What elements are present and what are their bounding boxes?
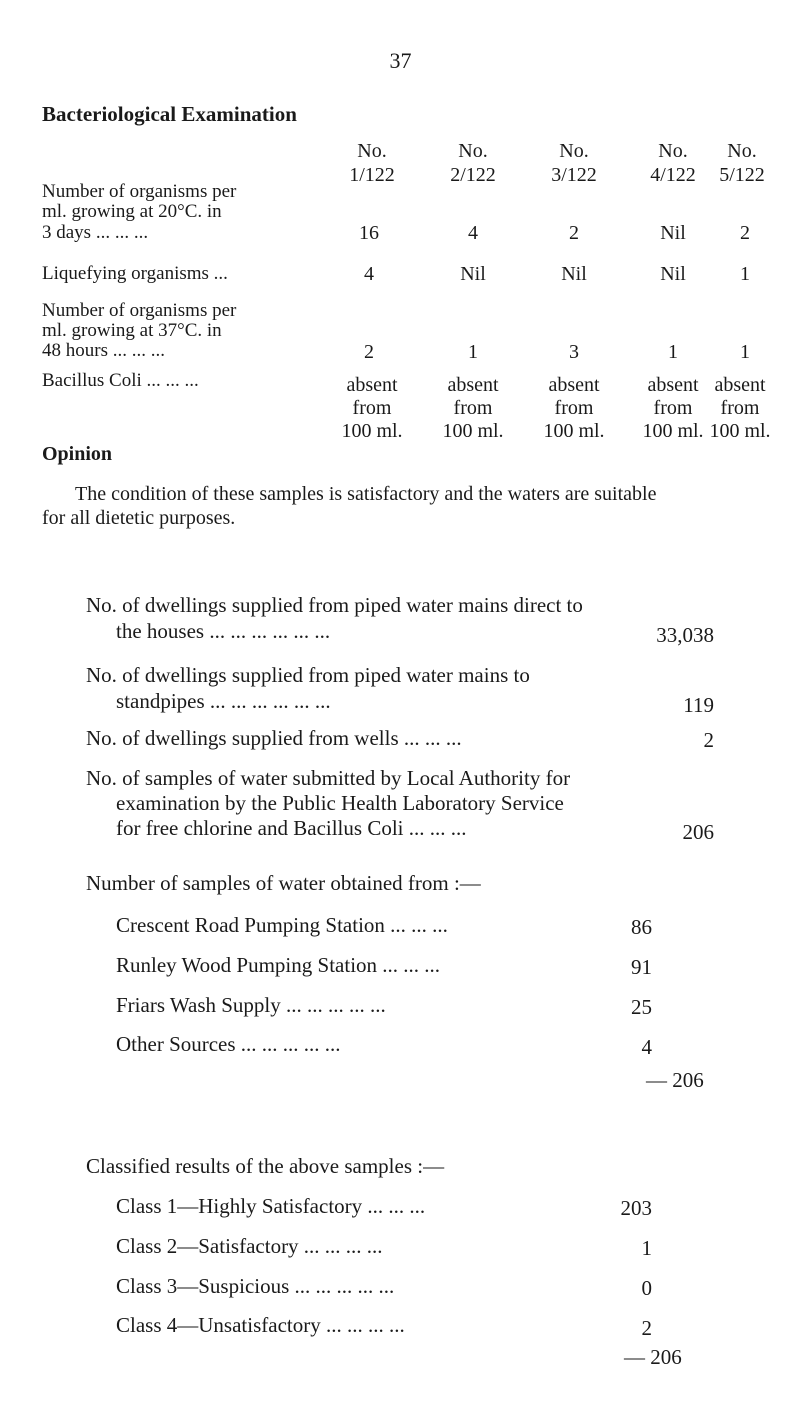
row-label: 48 hours ... ... ... [42,340,165,361]
row-label: ml. growing at 20°C. in [42,201,222,222]
table-cell: absent [447,374,499,396]
table-cell: 100 ml. [442,420,504,442]
sample-header-no: No. [458,140,488,162]
sample-header-no: No. [658,140,688,162]
sources-total: — 206 [646,1068,704,1092]
table-cell: Nil [660,222,686,244]
table-cell: from [352,397,392,419]
table-cell: 3 [569,341,579,363]
sample-header-no: No. [727,140,757,162]
source-value: 86 [631,915,652,939]
bacteriological-heading: Bacteriological Examination [42,102,297,126]
table-cell: 4 [364,263,374,285]
supply-text: examination by the Public Health Laboratory Service [116,791,564,815]
class-label: Class 3—Suspicious ... ... ... ... ... [116,1274,395,1298]
table-cell: absent [647,374,699,396]
sample-header-id: 5/122 [719,164,765,186]
classes-heading: Classified results of the above samples :— [86,1154,445,1178]
row-label: ml. growing at 37°C. in [42,320,222,341]
supply-value: 119 [683,693,714,717]
class-label: Class 1—Highly Satisfactory ... ... ... [116,1194,426,1218]
table-cell: 100 ml. [543,420,605,442]
source-value: 25 [631,995,652,1019]
source-value: 4 [641,1035,652,1059]
table-cell: 2 [569,222,579,244]
table-cell: from [453,397,493,419]
table-cell: 2 [364,341,374,363]
supply-value: 2 [703,728,714,752]
opinion-text: The condition of these samples is satisfactory and the waters are suitable [75,483,657,505]
supply-text: No. of dwellings supplied from piped water mains direct to [86,593,583,617]
sample-header-no: No. [357,140,387,162]
source-label: Friars Wash Supply ... ... ... ... ... [116,993,386,1017]
table-cell: 1 [468,341,478,363]
sample-header-id: 2/122 [450,164,496,186]
classes-total: — 206 [624,1345,682,1369]
sample-header-id: 1/122 [349,164,395,186]
supply-text: No. of dwellings supplied from piped water mains to [86,663,530,687]
supply-text: for free chlorine and Bacillus Coli ... ... ... [116,816,467,840]
table-cell: from [720,397,760,419]
class-label: Class 4—Unsatisfactory ... ... ... ... [116,1313,405,1337]
source-label: Crescent Road Pumping Station ... ... ... [116,913,448,937]
class-value: 0 [641,1276,652,1300]
class-value: 1 [641,1236,652,1260]
table-cell: from [554,397,594,419]
table-cell: 100 ml. [642,420,704,442]
sample-header-id: 4/122 [650,164,696,186]
opinion-heading: Opinion [42,443,113,465]
table-cell: 1 [740,341,750,363]
supply-text: No. of dwellings supplied from wells ... ... ... [86,726,462,750]
class-value: 2 [641,1316,652,1340]
sources-heading: Number of samples of water obtained from :— [86,871,481,895]
table-cell: 2 [740,222,750,244]
row-label: Bacillus Coli ... ... ... [42,370,199,391]
table-cell: Nil [561,263,587,285]
row-label: Number of organisms per [42,300,237,321]
table-cell: 1 [740,263,750,285]
opinion-text: for all dietetic purposes. [42,507,236,529]
source-value: 91 [631,955,652,979]
sample-header-id: 3/122 [551,164,597,186]
table-cell: from [653,397,693,419]
table-cell: 1 [668,341,678,363]
row-label: Liquefying organisms ... [42,263,228,284]
class-label: Class 2—Satisfactory ... ... ... ... [116,1234,383,1258]
table-cell: 100 ml. [341,420,403,442]
row-label: Number of organisms per [42,181,237,202]
table-cell: Nil [660,263,686,285]
table-cell: absent [714,374,766,396]
table-cell: Nil [460,263,486,285]
table-cell: 4 [468,222,478,244]
sample-header-no: No. [559,140,589,162]
supply-text: standpipes ... ... ... ... ... ... [116,689,331,713]
table-cell: absent [548,374,600,396]
page-number: 37 [389,48,412,73]
class-value: 203 [620,1196,652,1220]
supply-value: 33,038 [656,623,714,647]
supply-text: No. of samples of water submitted by Local Authority for [86,766,571,790]
table-cell: absent [346,374,398,396]
row-label: 3 days ... ... ... [42,222,149,243]
table-cell: 100 ml. [709,420,771,442]
supply-value: 206 [682,820,714,844]
source-label: Runley Wood Pumping Station ... ... ... [116,953,441,977]
supply-text: the houses ... ... ... ... ... ... [116,619,331,643]
table-cell: 16 [359,222,379,244]
source-label: Other Sources ... ... ... ... ... [116,1032,341,1056]
